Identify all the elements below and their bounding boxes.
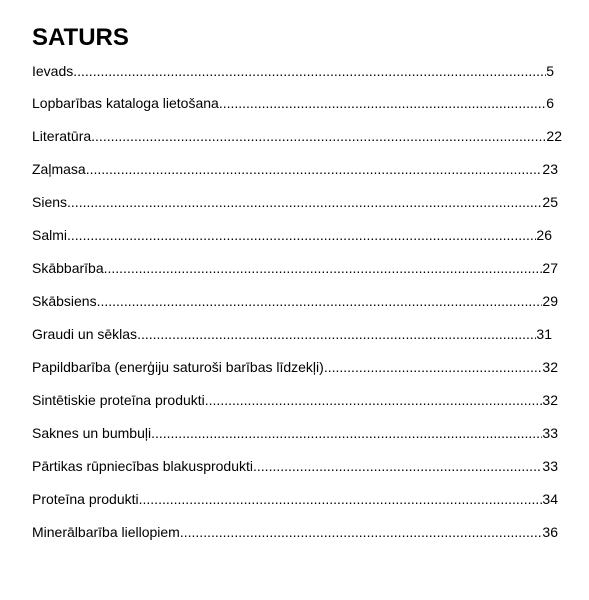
toc-entry-label: Minerālbarība liellopiem bbox=[32, 524, 180, 540]
toc-dot-leader bbox=[104, 259, 543, 277]
toc-dot-leader bbox=[67, 193, 542, 211]
toc-entry-page-number: 32 bbox=[542, 359, 558, 375]
toc-dot-leader bbox=[97, 292, 543, 310]
toc-entry[interactable] bbox=[32, 292, 562, 325]
toc-entry[interactable] bbox=[32, 490, 562, 523]
toc-entry[interactable] bbox=[32, 160, 562, 193]
toc-entry-label: Proteīna produkti bbox=[32, 491, 139, 507]
toc-entry-page-number: 25 bbox=[542, 194, 558, 210]
toc-entry-label: Saknes un bumbuļi bbox=[32, 425, 152, 441]
page-title: SATURS bbox=[32, 24, 129, 51]
toc-entry[interactable] bbox=[32, 523, 562, 556]
toc-entry-page-number: 29 bbox=[542, 293, 558, 309]
toc-entry[interactable] bbox=[32, 127, 562, 160]
toc-dot-leader bbox=[180, 523, 543, 541]
toc-list bbox=[32, 62, 562, 556]
toc-dot-leader bbox=[324, 358, 543, 376]
toc-dot-leader bbox=[91, 127, 546, 145]
toc-entry[interactable] bbox=[32, 358, 562, 391]
toc-entry-page-number: 31 bbox=[536, 326, 552, 342]
toc-entry[interactable] bbox=[32, 457, 562, 490]
toc-dot-leader bbox=[219, 94, 546, 112]
toc-entry-label: Skābsiens bbox=[32, 293, 97, 309]
toc-dot-leader bbox=[86, 160, 543, 178]
toc-entry-label: Sintētiskie proteīna produkti bbox=[32, 392, 205, 408]
toc-entry-page-number: 32 bbox=[542, 392, 558, 408]
toc-entry-label: Papildbarība (enerģiju saturoši barības līdzekļi) bbox=[32, 359, 324, 375]
toc-entry[interactable] bbox=[32, 391, 562, 424]
toc-entry-label: Salmi bbox=[32, 227, 68, 243]
toc-entry-page-number: 33 bbox=[542, 425, 558, 441]
toc-entry-label: Zaļmasa bbox=[32, 161, 86, 177]
toc-entry[interactable] bbox=[32, 424, 562, 457]
toc-entry[interactable] bbox=[32, 226, 562, 259]
toc-dot-leader bbox=[73, 62, 546, 80]
toc-entry[interactable] bbox=[32, 62, 562, 94]
toc-entry-page-number: 5 bbox=[546, 63, 554, 79]
toc-entry-label: Graudi un sēklas bbox=[32, 326, 138, 342]
toc-entry[interactable] bbox=[32, 259, 562, 292]
toc-entry-label: Lopbarības kataloga lietošana bbox=[32, 95, 219, 111]
toc-dot-leader bbox=[151, 424, 542, 442]
toc-entry[interactable] bbox=[32, 94, 562, 127]
toc-dot-leader bbox=[139, 490, 543, 508]
table-of-contents-page bbox=[32, 24, 562, 556]
toc-entry-page-number: 36 bbox=[542, 524, 558, 540]
toc-entry-page-number: 22 bbox=[546, 128, 562, 144]
toc-entry-page-number: 27 bbox=[542, 260, 558, 276]
toc-entry-page-number: 26 bbox=[536, 227, 552, 243]
toc-entry[interactable] bbox=[32, 325, 562, 358]
toc-entry-page-number: 33 bbox=[542, 458, 558, 474]
toc-entry[interactable] bbox=[32, 193, 562, 226]
toc-entry-label: Skābbarība bbox=[32, 260, 104, 276]
toc-entry-label: Literatūra bbox=[32, 128, 92, 144]
toc-dot-leader bbox=[205, 391, 543, 409]
toc-dot-leader bbox=[137, 325, 536, 343]
toc-entry-page-number: 23 bbox=[542, 161, 558, 177]
toc-entry-label: Siens bbox=[32, 194, 68, 210]
toc-entry-label: Pārtikas rūpniecības blakusprodukti bbox=[32, 458, 254, 474]
toc-entry-label: Ievads bbox=[32, 63, 74, 79]
toc-dot-leader bbox=[253, 457, 542, 475]
toc-entry-page-number: 34 bbox=[542, 491, 558, 507]
toc-entry-page-number: 6 bbox=[546, 95, 554, 111]
toc-dot-leader bbox=[67, 226, 536, 244]
